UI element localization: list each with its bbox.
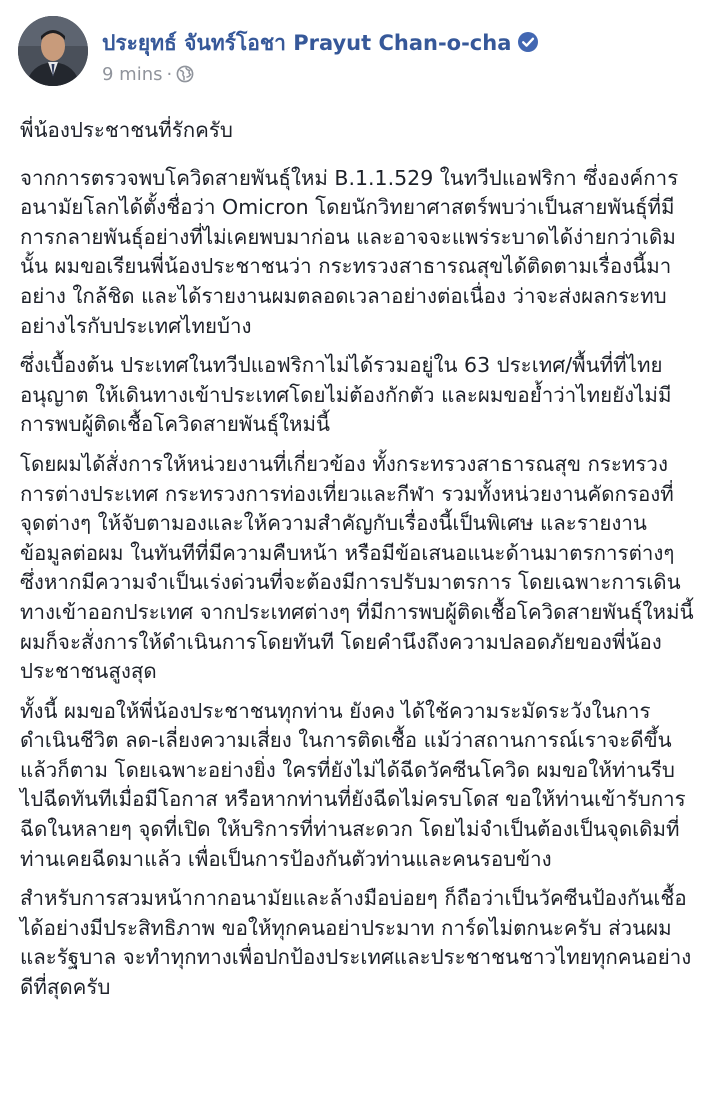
post-header [18, 16, 698, 96]
author-line [102, 30, 539, 56]
post-paragraph: โดยผมได้สั่งการให้หน่วยงานที่เกี่ยวข้อง ทั้งกระทรวงสาธารณสุข กระทรวงการต่างประเทศ กระทรวงการท่องเที่ยวและกีฬา รวมทั้งหน่วยงานคัดกรองที่จุดต่างๆ ให้จับตามองและให้ความสำคัญกับเรื่องนี้เป็นพิเศษ และรายงานข้อมูลต่อผม ในทันทีที่มีความคืบหน้า หรือมีข้อเสนอแนะด้านมาตรการต่างๆ ซึ่งหากมีความจำเป็นเร่งด่วนที่จะต้องมีการปรับมาตรการ โดยเฉพาะการเดินทางเข้าออกประเทศ จากประเทศต่างๆ ที่มีการพบผู้ติดเชื้อโควิดสายพันธุ์ใหม่นี้ ผมก็จะสั่งการให้ดำเนินการโดยทันที โดยคำนึงถึงความปลอดภัยของพี่น้องประชาชนสูงสุด [20, 451, 694, 684]
meta-separator: · [166, 64, 173, 85]
author-name[interactable]: ประยุทธ์ จันทร์โอชา Prayut Chan-o-cha [102, 31, 512, 55]
post-paragraph-greeting: พี่น้องประชาชนที่รักครับ [20, 118, 233, 142]
post-paragraph: ทั้งนี้ ผมขอให้พี่น้องประชาชนทุกท่าน ยังคง ได้ใช้ความระมัดระวังในการดำเนินชีวิต ลด-เลี่ยงความเสี่ยง ในการติดเชื้อ แม้ว่าสถานการณ์เราจะดีขึ้นแล้วก็ตาม โดยเฉพาะอย่างยิ่ง ใครที่ยังไม่ได้ฉีดวัคซีนโควิด ผมขอให้ท่านรีบไปฉีดทันทีเมื่อมีโอกาส หรือหากท่านที่ยังฉีดไม่ครบโดส ขอให้ท่านเข้ารับการฉีดในหลายๆ จุดที่เปิด ให้บริการที่ท่านสะดวก โดยไม่จำเป็นต้องเป็นจุดเดิมที่ท่านเคยฉีดมาแล้ว เพื่อเป็นการป้องกันตัวท่านและคนรอบข้าง [20, 698, 686, 871]
post-paragraph: จากการตรวจพบโควิดสายพันธุ์ใหม่ B.1.1.529 ในทวีปแอฟริกา ซึ่งองค์การอนามัยโลกได้ตั้งชื่อว่า Omicron โดยนักวิทยาศาสตร์พบว่าเป็นสายพันธุ์ที่มีการกลายพันธุ์อย่างที่ไม่เคยพบมาก่อน และอาจจะแพร่ระบาดได้ง่ายกว่าเดิมนั้น ผมขอเรียนพี่น้องประชาชนว่า กระทรวงสาธารณสุขได้ติดตามเรื่องนี้มาอย่าง ใกล้ชิด และได้รายงานผมตลอดเวลาอย่างต่อเนื่อง ว่าจะส่งผลกระทบอย่างไรกับประเทศไทยบ้าง [20, 165, 679, 338]
post-body [20, 116, 696, 1013]
post-timestamp[interactable]: 9 mins [102, 64, 163, 85]
post-meta [102, 64, 194, 86]
post-paragraph: สำหรับการสวมหน้ากากอนามัยและล้างมือบ่อยๆ ก็ถือว่าเป็นวัคซีนป้องกันเชื้อได้อย่างมีประสิทธิภาพ ขอให้ทุกคนอย่าประมาท การ์ดไม่ตกนะครับ ส่วนผมและรัฐบาล จะทำทุกทางเพื่อปกป้องประเทศและประชาชนชาวไทยทุกคนอย่างดีที่สุดครับ [20, 886, 692, 1000]
globe-icon[interactable] [176, 65, 194, 83]
avatar[interactable] [18, 16, 88, 86]
post-paragraph: ซึ่งเบื้องต้น ประเทศในทวีปแอฟริกาไม่ได้รวมอยู่ใน 63 ประเทศ/พื้นที่ที่ไทยอนุญาต ให้เดินทางเข้าประเทศโดยไม่ต้องกักตัว และผมขอย้ำว่าไทยยังไม่มีการพบผู้ติดเชื้อโควิดสายพันธุ์ใหม่นี้ [20, 353, 672, 437]
verified-badge-icon [517, 31, 539, 53]
profile-photo-icon [18, 16, 88, 86]
